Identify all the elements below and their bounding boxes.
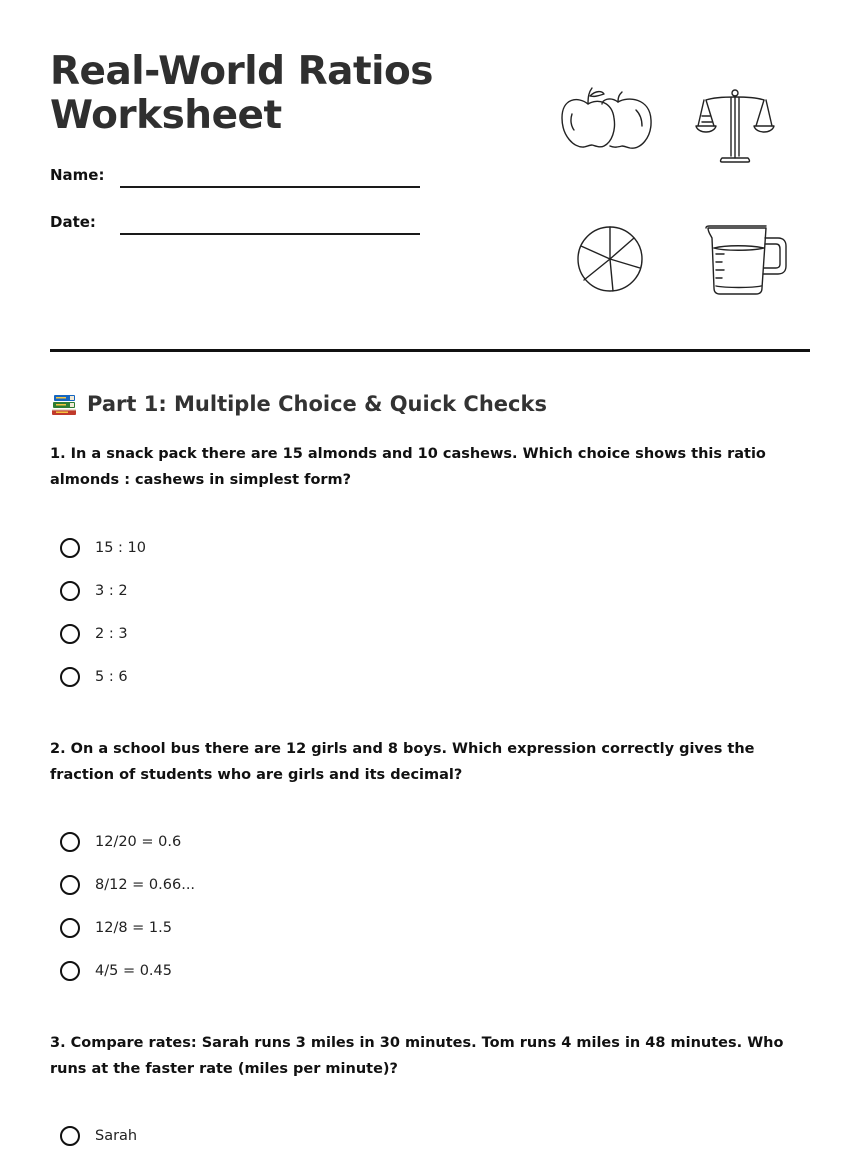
question-3-options <box>60 1114 137 1157</box>
date-field[interactable] <box>50 213 420 243</box>
question-3 <box>50 1030 810 1144</box>
part1-heading <box>50 388 547 420</box>
radio-button[interactable] <box>60 538 80 558</box>
question-2-option-b[interactable] <box>60 863 195 906</box>
question-1 <box>50 441 810 685</box>
radio-button[interactable] <box>60 1126 80 1146</box>
worksheet-title <box>50 50 433 138</box>
option-label: 15 : 10 <box>95 539 147 556</box>
books-icon <box>50 390 78 418</box>
pie-chart-icon <box>575 224 645 294</box>
option-label: 8/12 = 0.66... <box>95 876 196 893</box>
question-2-option-d[interactable] <box>60 949 195 992</box>
option-label: 5 : 6 <box>95 668 128 685</box>
question-1-option-c[interactable] <box>60 612 146 655</box>
radio-button[interactable] <box>60 832 80 852</box>
title-line-1: Real-World Ratios <box>50 49 433 94</box>
title-line-2: Worksheet <box>50 93 282 138</box>
radio-button[interactable] <box>60 667 80 687</box>
measuring-cup-icon <box>704 224 788 296</box>
date-line[interactable] <box>120 233 420 235</box>
name-label: Name: <box>50 166 105 184</box>
question-2-option-a[interactable] <box>60 820 195 863</box>
radio-button[interactable] <box>60 581 80 601</box>
radio-button[interactable] <box>60 875 80 895</box>
option-label: Sarah <box>95 1127 138 1144</box>
option-label: 2 : 3 <box>95 625 128 642</box>
question-2-option-c[interactable] <box>60 906 195 949</box>
question-1-options <box>60 526 146 698</box>
question-1-option-d[interactable] <box>60 655 146 698</box>
question-3-text: 3. Compare rates: Sarah runs 3 miles in 30 minutes. Tom runs 4 miles in 48 minutes. Who runs at the faster rate (miles per minute)? <box>50 1035 784 1077</box>
question-2-options <box>60 820 195 992</box>
question-1-option-b[interactable] <box>60 569 146 612</box>
option-label: 3 : 2 <box>95 582 128 599</box>
section-divider <box>50 349 810 352</box>
question-1-option-a[interactable] <box>60 526 146 569</box>
radio-button[interactable] <box>60 961 80 981</box>
question-3-option-a[interactable] <box>60 1114 137 1157</box>
date-label: Date: <box>50 213 96 231</box>
option-label: 4/5 = 0.45 <box>95 962 172 979</box>
question-2 <box>50 736 810 979</box>
question-1-text: 1. In a snack pack there are 15 almonds and 10 cashews. Which choice shows this ratio almonds : cashews in simplest form? <box>50 446 766 488</box>
radio-button[interactable] <box>60 918 80 938</box>
part1-heading-text: Part 1: Multiple Choice & Quick Checks <box>87 392 547 416</box>
name-line[interactable] <box>120 186 420 188</box>
radio-button[interactable] <box>60 624 80 644</box>
balance-scale-icon <box>694 84 776 166</box>
name-field[interactable] <box>50 166 420 196</box>
apples-icon <box>558 84 654 152</box>
option-label: 12/20 = 0.6 <box>95 833 182 850</box>
option-label: 12/8 = 1.5 <box>95 919 172 936</box>
question-2-text: 2. On a school bus there are 12 girls and 8 boys. Which expression correctly gives the fraction of students who are girls and its decimal? <box>50 741 755 783</box>
